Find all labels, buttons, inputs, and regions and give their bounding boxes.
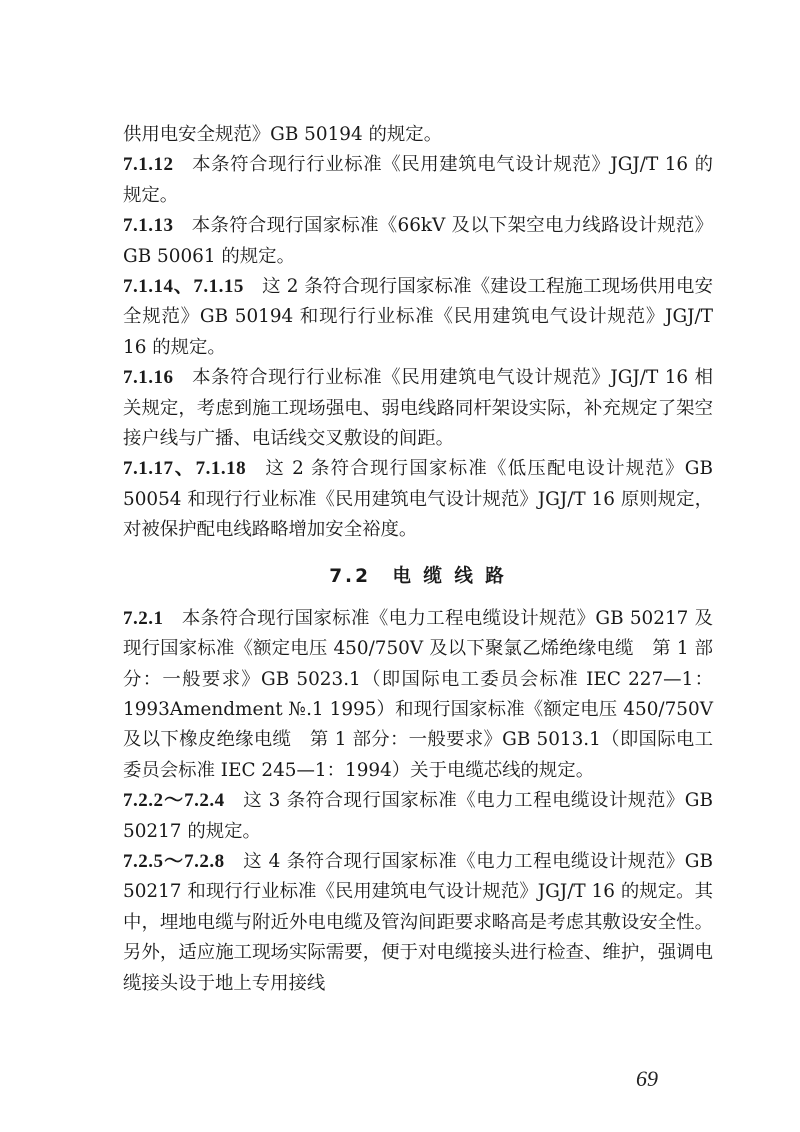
paragraph-7-1-14-15 bbox=[123, 272, 713, 363]
clause-number: 7.1.13 bbox=[123, 215, 174, 237]
section-7-1-paragraphs bbox=[123, 120, 713, 546]
clause-number: 7.2.5～7.2.8 bbox=[123, 850, 225, 872]
paragraph-7-1-17-18 bbox=[123, 454, 713, 545]
section-title-7-2: 7.2 电 缆 线 路 bbox=[329, 565, 507, 587]
paragraph-continuation bbox=[123, 120, 713, 150]
clause-number: 7.1.17、7.1.18 bbox=[123, 458, 247, 480]
paragraph-7-2-5-8 bbox=[123, 847, 713, 999]
paragraph-text: 这 3 条符合现行国家标准《电力工程电缆设计规范》GB 50217 的规定。 bbox=[123, 790, 713, 842]
clause-number: 7.1.14、7.1.15 bbox=[123, 276, 244, 298]
paragraph-text: 这 2 条符合现行国家标准《低压配电设计规范》GB 50054 和现行行业标准《民用建筑电气设计规范》JGJ/T 16 原则规定，对被保护配电线路略增加安全裕度。 bbox=[123, 458, 713, 541]
paragraph-text: 这 4 条符合现行国家标准《电力工程电缆设计规范》GB 50217 和现行行业标准《民用建筑电气设计规范》JGJ/T 16 的规定。其中，埋地电缆与附近外电电缆及管沟间距要求略高是考虑其敷设安全性。另外，适应施工现场实际需要，便于对电缆接头进行检查、维护，强调电缆接头设于地上专用接线 bbox=[123, 850, 713, 994]
paragraph-7-2-2-4 bbox=[123, 786, 713, 847]
paragraph-7-2-1 bbox=[123, 604, 713, 786]
paragraph-text: 本条符合现行国家标准《电力工程电缆设计规范》GB 50217 及现行国家标准《额定电压 450/750V 及以下聚氯乙烯绝缘电缆 第 1 部分：一般要求》GB 5023.1（即国际电工委员会标准 IEC 227—1：1993Amendment №.1 1995）和现行国家标准《额定电压 450/750V 及以下橡皮绝缘电缆 第 1 部分：一般要求》GB 5013.1（即国际电工委员会标准 IEC 245—1：1994）关于电缆芯线的规定。 bbox=[123, 607, 713, 781]
section-7-2-paragraphs bbox=[123, 604, 713, 999]
paragraph-7-1-16 bbox=[123, 363, 713, 454]
page-number: 69 bbox=[636, 1066, 658, 1091]
clause-number: 7.2.2～7.2.4 bbox=[123, 790, 225, 812]
clause-number: 7.1.12 bbox=[123, 154, 174, 176]
paragraph-7-1-13 bbox=[123, 211, 713, 272]
clause-number: 7.1.16 bbox=[123, 367, 174, 389]
paragraph-text: 本条符合现行国家标准《66kV 及以下架空电力线路设计规范》GB 50061 的规定。 bbox=[123, 215, 713, 267]
paragraph-text: 这 2 条符合现行国家标准《建设工程施工现场供用电安全规范》GB 50194 和现行行业标准《民用建筑电气设计规范》JGJ/T 16 的规定。 bbox=[123, 276, 713, 358]
paragraph-text: 供用电安全规范》GB 50194 的规定。 bbox=[123, 124, 443, 145]
paragraph-text: 本条符合现行行业标准《民用建筑电气设计规范》JGJ/T 16 相关规定，考虑到施工现场强电、弱电线路同杆架设实际，补充规定了架空接户线与广播、电话线交叉敷设的间距。 bbox=[123, 367, 713, 450]
paragraph-text: 本条符合现行行业标准《民用建筑电气设计规范》JGJ/T 16 的规定。 bbox=[123, 154, 713, 206]
paragraph-7-1-12 bbox=[123, 150, 713, 211]
clause-number: 7.2.1 bbox=[123, 607, 164, 629]
document-page bbox=[123, 120, 713, 999]
